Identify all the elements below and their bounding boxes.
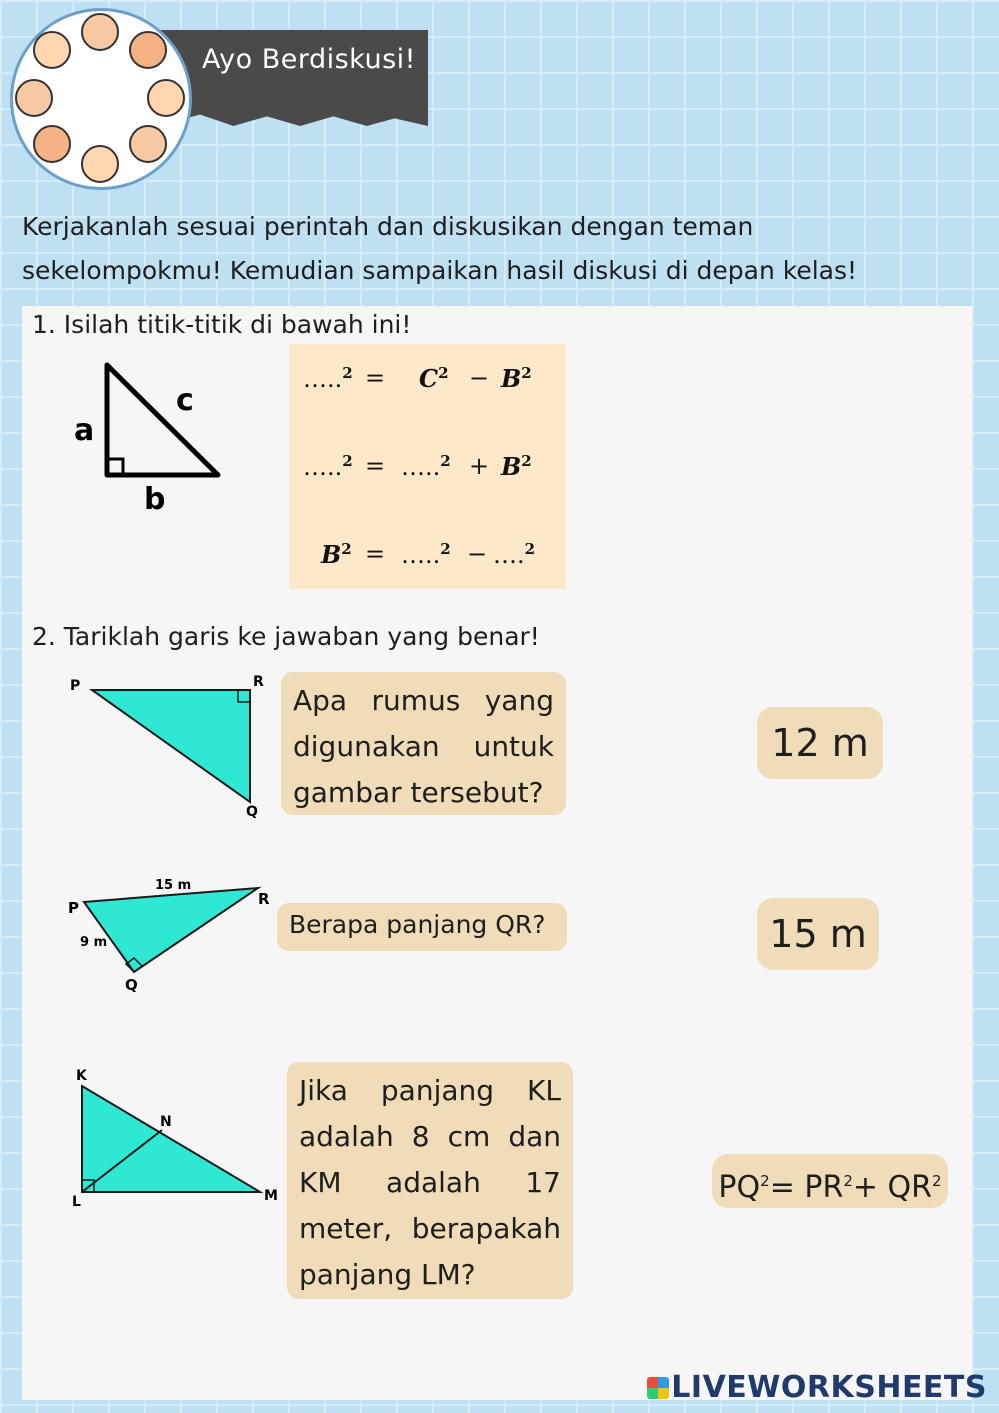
triangle-shape [92, 690, 250, 802]
plus-sign: + [852, 1170, 878, 1205]
kid-face-icon [129, 31, 167, 69]
equals-sign: = [365, 364, 386, 392]
kid-face-icon [15, 79, 53, 117]
triangle-prq-2 [60, 870, 285, 1000]
blank[interactable]: …..$^2$ [303, 364, 353, 393]
vertex-label-k: K [76, 1068, 87, 1084]
vertex-label-p: P [70, 678, 81, 694]
var-b: B [501, 364, 522, 393]
answer-box-15m[interactable]: 15 m [757, 898, 879, 970]
kid-face-icon [33, 31, 71, 69]
var-b: B [501, 452, 522, 481]
side-label-pr: 15 m [155, 878, 192, 893]
term-pr: PR [804, 1170, 844, 1205]
formula-box: …..$^2$ = $C^2$ − $B^2$ …..$^2$ = …..$^2$ + $B^2$ $B^2$ = …..$^2$ − ….$^2$ [289, 344, 566, 589]
question-2-heading: 2. Tariklah garis ke jawaban yang benar! [32, 622, 540, 651]
var-c: C [419, 364, 439, 393]
question-1-heading: 1. Isilah titik-titik di bawah ini! [32, 310, 412, 339]
page-title: Ayo Berdiskusi! [202, 44, 416, 75]
var-b: B [321, 540, 342, 569]
instructions [22, 205, 972, 293]
equals-sign: = [365, 452, 386, 480]
logo-grid-icon [647, 1377, 669, 1399]
vertex-label-l: L [72, 1194, 81, 1210]
vertex-label-m: M [264, 1188, 278, 1204]
question-box-2[interactable]: Berapa panjang QR? [277, 903, 567, 951]
question-box-3[interactable]: Jika panjang KL adalah 8 cm dan KM adalah 17 meter, berapakah panjang LM? [287, 1062, 573, 1299]
vertex-label-n: N [160, 1114, 172, 1130]
triangle-shape [82, 1086, 260, 1192]
vertex-label-p: P [68, 899, 79, 917]
side-label-b: b [144, 482, 166, 517]
answer-box-formula[interactable]: $PQ^2= PR^2+ QR^2$ [712, 1154, 948, 1208]
answer-box-12m[interactable]: 12 m [757, 707, 883, 779]
vertex-label-q: Q [246, 804, 258, 820]
liveworksheets-logo: LIVEWORKSHEETS [647, 1370, 987, 1405]
blank[interactable]: …..$^2$ [401, 452, 451, 481]
instructions-line-1: Kerjakanlah sesuai perintah dan diskusikan dengan teman [22, 212, 754, 241]
vertex-label-r: R [253, 674, 264, 690]
kid-face-icon [33, 125, 71, 163]
blank[interactable]: …..$^2$ [401, 540, 451, 569]
triangle-shape [84, 888, 258, 972]
blank[interactable]: …..$^2$ [303, 452, 353, 481]
term-qr: QR [887, 1170, 933, 1205]
kid-face-icon [81, 13, 119, 51]
plus-sign: + [469, 452, 490, 480]
blank[interactable]: ….$^2$ [493, 540, 536, 569]
right-triangle-abc [70, 355, 230, 520]
kid-face-icon [147, 79, 185, 117]
side-label-a: a [74, 413, 95, 448]
side-label-pq: 9 m [80, 935, 108, 950]
triangle-prq-1 [60, 670, 275, 825]
kid-face-icon [129, 125, 167, 163]
vertex-label-q: Q [125, 976, 138, 994]
question-box-1[interactable]: Apa rumus yang digunakan untuk gambar tersebut? [281, 672, 566, 815]
minus-sign: − [469, 364, 490, 392]
kid-face-icon [81, 145, 119, 183]
vertex-label-r: R [258, 890, 270, 908]
instructions-line-2: sekelompokmu! Kemudian sampaikan hasil diskusi di depan kelas! [22, 256, 858, 285]
equals-sign: = [769, 1170, 795, 1205]
triangle-klm [60, 1060, 285, 1215]
kids-circle-illustration [10, 8, 192, 190]
side-label-c: c [176, 383, 194, 418]
term-pq: PQ [718, 1170, 761, 1205]
minus-sign: − [467, 540, 488, 568]
equals-sign: = [365, 540, 386, 568]
